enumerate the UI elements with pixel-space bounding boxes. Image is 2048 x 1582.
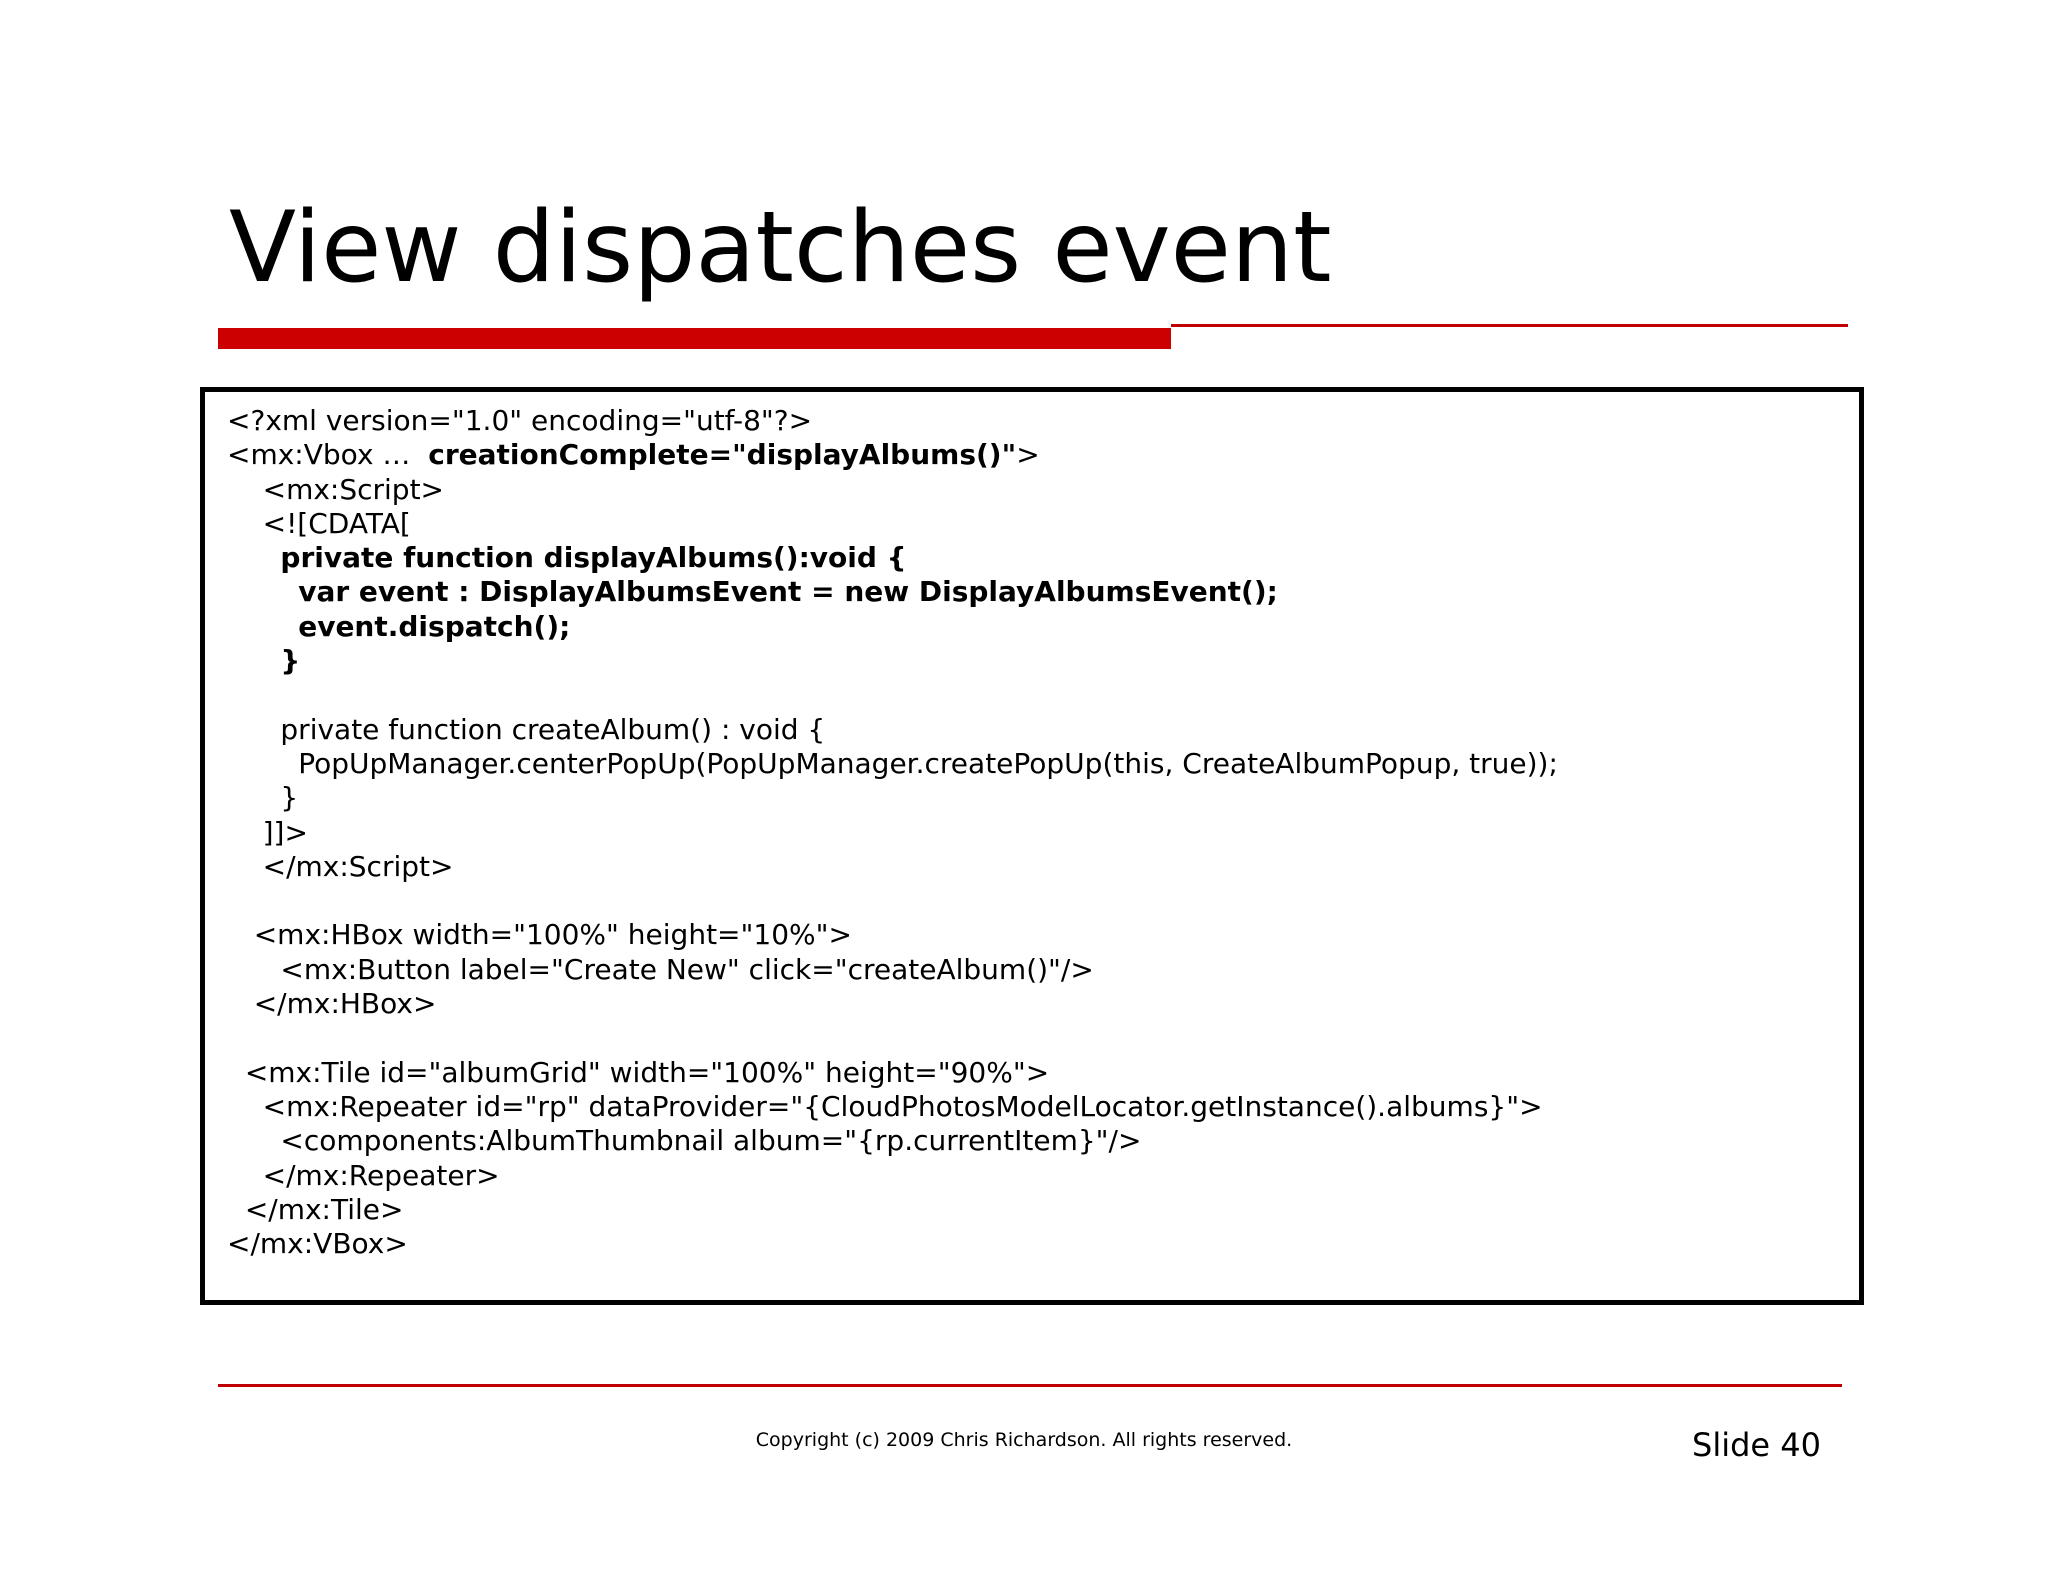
- code-segment: <components:AlbumThumbnail album="{rp.currentItem}"/>: [280, 1124, 1142, 1158]
- code-line: [227, 678, 1558, 712]
- code-line: [227, 918, 1558, 952]
- code-indent: [227, 644, 280, 677]
- slide-title: View dispatches event: [229, 191, 1332, 305]
- code-segment: <mx:Script>: [262, 472, 445, 506]
- code-segment: >: [1016, 438, 1040, 472]
- code-segment: <![CDATA[: [262, 506, 411, 540]
- code-line: [227, 1021, 1558, 1055]
- code-indent: [227, 918, 254, 951]
- code-line: [227, 953, 1558, 987]
- code-indent: [227, 473, 263, 506]
- code-segment-bold: creationComplete="displayAlbums()": [428, 438, 1017, 472]
- code-segment: </mx:Repeater>: [262, 1158, 500, 1192]
- code-line: [227, 1193, 1558, 1227]
- code-segment: <mx:Tile id="albumGrid" width="100%" height="90%">: [244, 1055, 1050, 1089]
- code-indent: [227, 953, 280, 986]
- code-segment: <mx:Repeater id="rp" dataProvider="{CloudPhotosModelLocator.getInstance().albums}">: [262, 1089, 1543, 1123]
- code-line: [227, 816, 1558, 850]
- code-line: [227, 541, 1558, 575]
- code-line: [227, 404, 1558, 438]
- code-listing: [227, 404, 1558, 1261]
- code-segment: private function createAlbum() : void {: [280, 712, 826, 746]
- code-segment: </mx:HBox>: [253, 987, 437, 1021]
- code-indent: [227, 816, 263, 849]
- code-line: [227, 1056, 1558, 1090]
- code-line: [227, 1159, 1558, 1193]
- code-line: [227, 610, 1558, 644]
- code-indent: [227, 713, 280, 746]
- code-line: [227, 644, 1558, 678]
- code-line: [227, 781, 1558, 815]
- footer-rule: [218, 1384, 1842, 1387]
- code-indent: [227, 541, 280, 574]
- code-indent: [227, 507, 263, 540]
- code-segment: </mx:VBox>: [227, 1227, 408, 1261]
- code-indent: [227, 850, 263, 883]
- code-segment: <mx:Button label="Create New" click="createAlbum()"/>: [280, 952, 1094, 986]
- code-indent: [227, 575, 298, 608]
- code-indent: [227, 987, 254, 1020]
- code-segment: </mx:Script>: [262, 849, 454, 883]
- code-segment: </mx:Tile>: [244, 1192, 404, 1226]
- code-segment: PopUpManager.centerPopUp(PopUpManager.createPopUp(this, CreateAlbumPopup, true));: [298, 746, 1558, 780]
- code-indent: [227, 1056, 245, 1089]
- code-indent: [227, 610, 298, 643]
- code-line: [227, 1090, 1558, 1124]
- code-indent: [227, 1090, 263, 1123]
- code-line: [227, 987, 1558, 1021]
- code-indent: [227, 1193, 245, 1226]
- code-line: [227, 507, 1558, 541]
- code-line: [227, 747, 1558, 781]
- code-listing-box: [200, 387, 1864, 1305]
- code-line: [227, 575, 1558, 609]
- code-line: [227, 473, 1558, 507]
- code-indent: [227, 1159, 263, 1192]
- code-line: [227, 1227, 1558, 1261]
- code-segment-bold: }: [280, 644, 301, 678]
- title-accent-bar: [218, 328, 1171, 349]
- code-segment: <?xml version="1.0" encoding="utf-8"?>: [227, 404, 813, 437]
- code-line: [227, 850, 1558, 884]
- code-line: [227, 438, 1558, 472]
- code-indent: [227, 1124, 280, 1157]
- code-segment: }: [280, 781, 299, 815]
- title-accent-rule: [1171, 324, 1848, 327]
- code-indent: [227, 781, 280, 814]
- code-segment-bold: private function displayAlbums():void {: [280, 541, 907, 575]
- code-segment: <mx:HBox width="100%" height="10%">: [253, 918, 852, 952]
- code-line: [227, 713, 1558, 747]
- copyright-notice: Copyright (c) 2009 Chris Richardson. All rights reserved.: [755, 1429, 1293, 1451]
- code-line: [227, 1124, 1558, 1158]
- code-line: [227, 884, 1558, 918]
- code-segment: <mx:Vbox …: [227, 438, 429, 472]
- code-indent: [227, 747, 298, 780]
- code-segment: ]]>: [262, 815, 308, 849]
- code-segment-bold: event.dispatch();: [298, 609, 571, 643]
- slide-number: Slide 40: [1692, 1426, 1821, 1464]
- code-segment-bold: var event : DisplayAlbumsEvent = new DisplayAlbumsEvent();: [298, 575, 1278, 609]
